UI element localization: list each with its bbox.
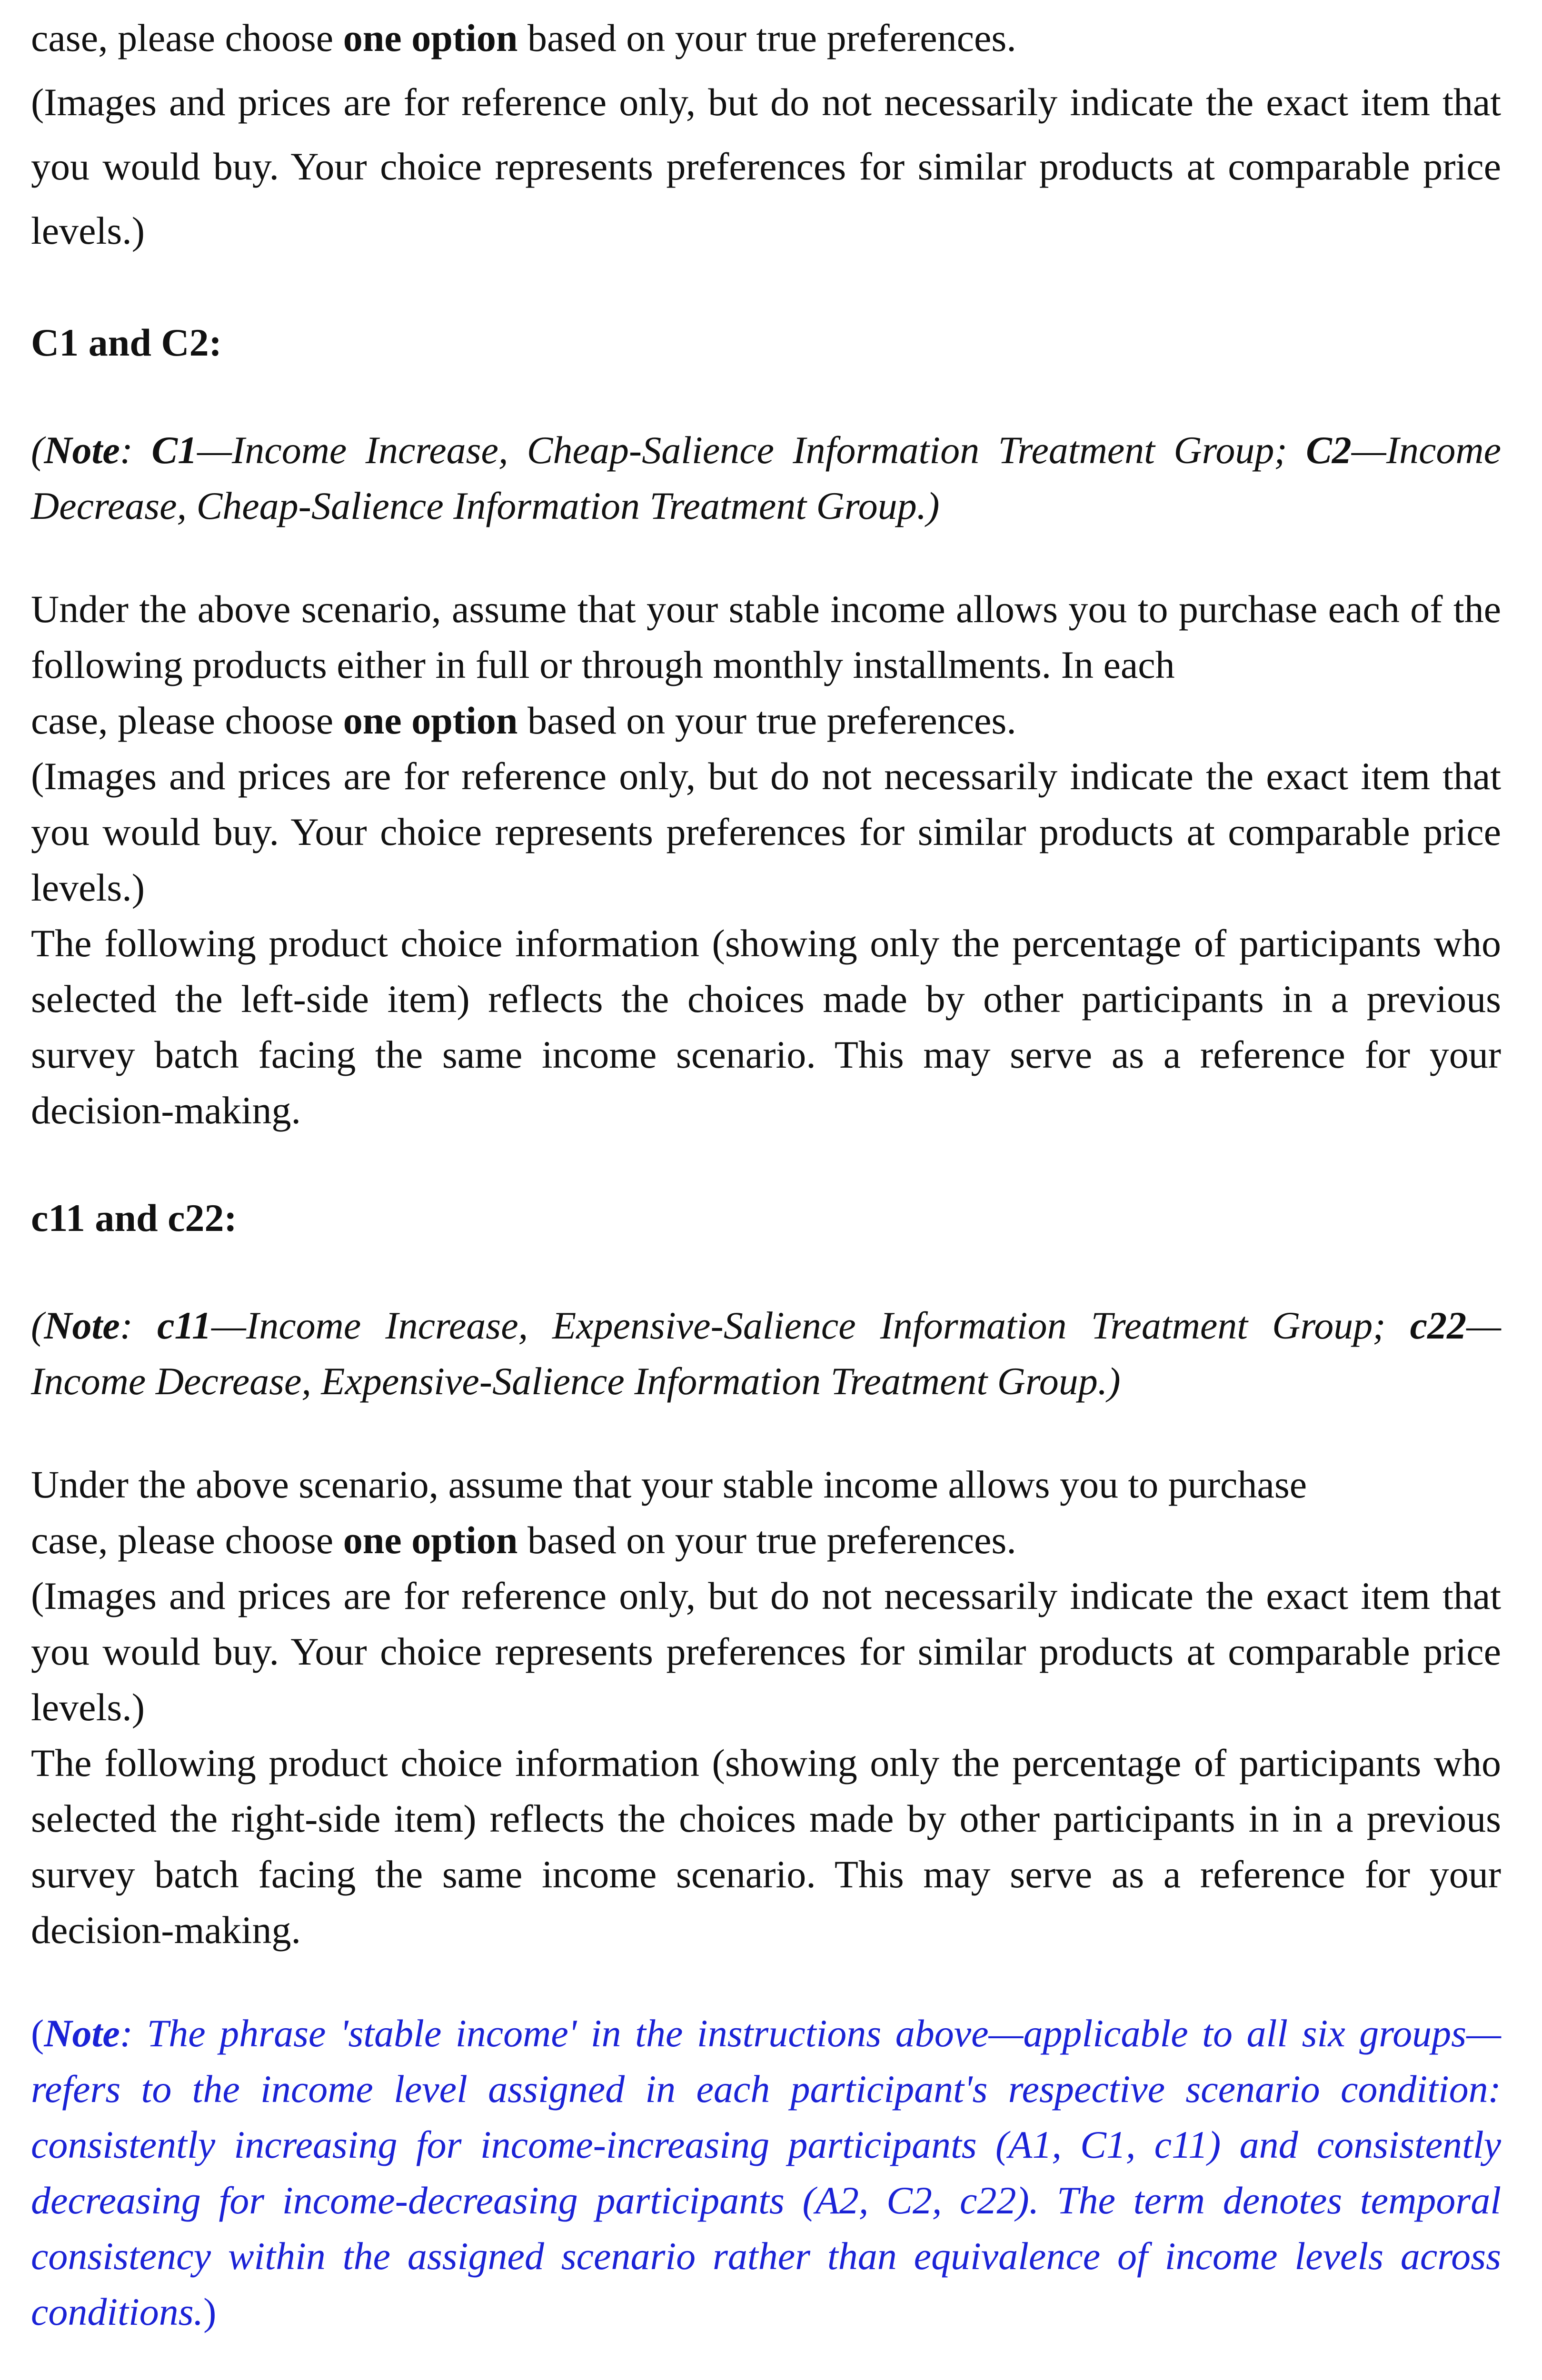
group-note-c11-c22: (Note: c11—Income Increase, Expensive-Salience Information Treatment Group; c22—Income Decrease, Expensive-Salience Information Treatment Group.) (31, 1304, 1501, 1403)
reference-info-paragraph: The following product choice information (showing only the percentage of participants who selected the left-side item) reflects the choices made by other participants in a previous survey batch facing the same income scenario. This may serve as a reference for your decision-making. (31, 922, 1501, 1132)
images-note-paragraph: (Images and prices are for reference only, but do not necessarily indicate the exact item that you would buy. Your choice represents preferences for similar products at comparable price levels.) (31, 1574, 1501, 1729)
section-heading-c1-c2: C1 and C2: (31, 321, 222, 364)
images-note-paragraph: (Images and prices are for reference only, but do not necessarily indicate the exact item that you would buy. Your choice represents preferences for similar products at comparable price levels.) (31, 80, 1501, 252)
one-option-bold: one option (343, 1518, 518, 1562)
stable-income-note: (Note: The phrase 'stable income' in the instructions above—applicable to all six groups—refers to the income level assigned in each participant's respective scenario condition: consistently increasing for income-increasing participants (A1, C1, c11) and consistently decreasing for income-decreasing participants (A2, C2, c22). The term denotes temporal consistency within the assigned scenario rather than equivalence of income levels across conditions.) (31, 2012, 1501, 2333)
one-option-bold: one option (343, 16, 518, 60)
choose-line: case, please choose one option based on your true preferences. (31, 16, 1016, 60)
group-note-c1-c2: (Note: C1—Income Increase, Cheap-Salience Information Treatment Group; C2—Income Decrease, Cheap-Salience Information Treatment Group.) (31, 428, 1502, 527)
section-heading-c11-c22: c11 and c22: (31, 1196, 237, 1240)
choose-line: case, please choose one option based on your true preferences. (31, 699, 1016, 742)
scenario-paragraph: Under the above scenario, assume that your stable income allows you to purchase (31, 1463, 1307, 1506)
reference-info-paragraph: The following product choice information (showing only the percentage of participants who selected the right-side item) reflects the choices made by other participants in in a previous survey batch facing the same income scenario. This may serve as a reference for your decision-making. (31, 1741, 1501, 1952)
scenario-paragraph: Under the above scenario, assume that your stable income allows you to purchase each of the following products either in full or through monthly installments. In each (31, 587, 1501, 686)
choose-line: case, please choose one option based on your true preferences. (31, 1518, 1016, 1562)
images-note-paragraph: (Images and prices are for reference only, but do not necessarily indicate the exact item that you would buy. Your choice represents preferences for similar products at comparable price levels.) (31, 754, 1501, 909)
one-option-bold: one option (343, 699, 518, 742)
